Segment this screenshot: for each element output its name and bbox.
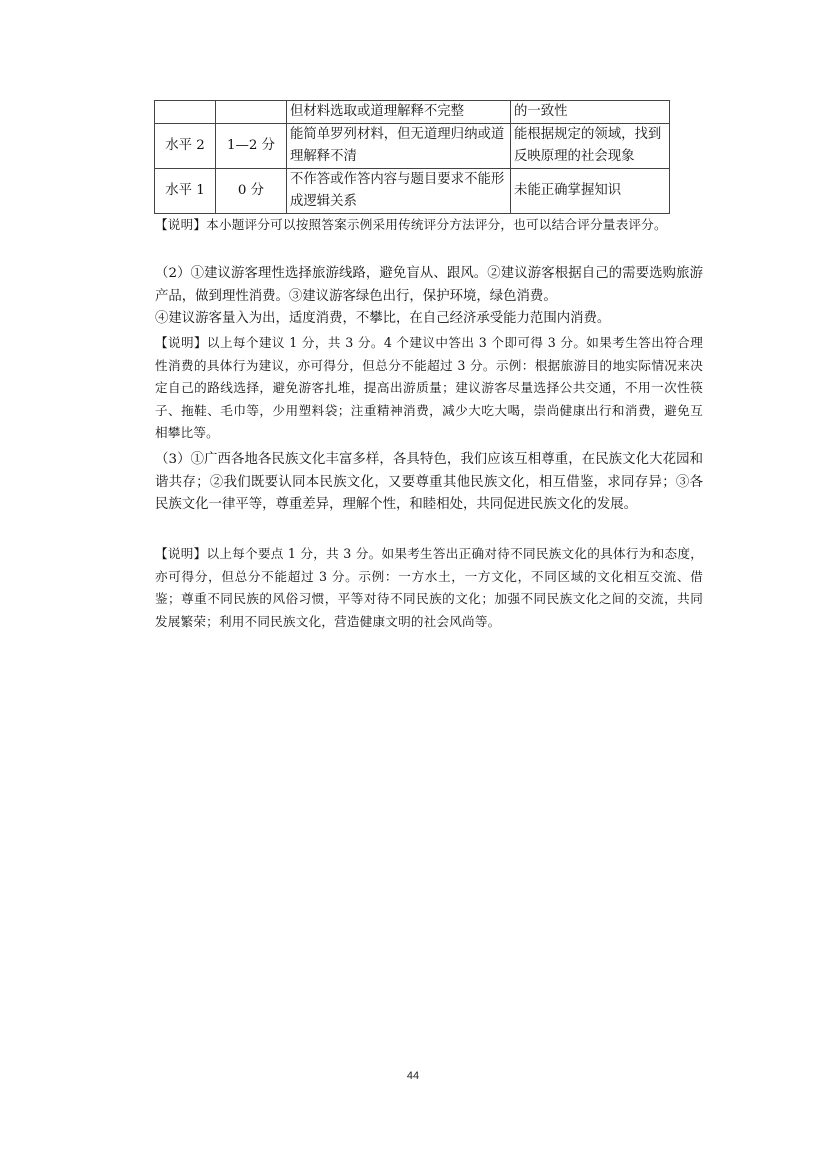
scoring-note-1: 【说明】本小题评分可以按照答案示例采用传统评分方法评分，也可以结合评分量表评分。 [155,217,667,232]
table-row [155,101,670,124]
table-cell [216,101,287,124]
answer-3-paragraph: （3）①广西各地各民族文化丰富多样，各具特色，我们应该互相尊重，在民族文化大花园和谐共存；②我们既要认同本民族文化，又要尊重其他民族文化，相互借鉴，求同存异；③各民族文化一律平等，尊重差异，理解个性，和睦相处，共同促进民族文化的发展。 [155,452,703,512]
answer-2-paragraph [155,263,703,331]
score-cell: 0 分 [216,169,287,214]
scoring-note-2: 【说明】以上每个建议 1 分，共 3 分。4 个建议中答出 3 个即可得 3 分。如果考生答出符合理性消费的具体行为建议，亦可得分，但总分不能超过 3 分。示例：根据旅游目的地实际情况来决定自己的路线选择，避免游客扎堆，提高出游质量；建议游客尽量选择公共交通，不用一次性筷子、拖鞋、毛巾等，少用塑料袋；注重精神消费，减少大吃大喝，崇尚健康出行和消费，避免互相攀比等。 [155,335,703,440]
page-number: 44 [406,1070,420,1082]
scoring-rubric-table [154,100,670,214]
table-cell [155,101,216,124]
table-cell: 能简单罗列材料，但无道理归纳或道理解释不清 [287,124,511,169]
table-cell: 的一致性 [511,101,670,124]
table-row [155,124,670,169]
answer-2-line-2: ④建议游客量入为出，适度消费，不攀比，在自己经济承受能力范围内消费。 [155,311,611,326]
answer-2-line-1: （2）①建议游客理性选择旅游线路，避免盲从、跟风。②建议游客根据自己的需要选购旅游产品，做到理性消费。③建议游客绿色出行，保护环境，绿色消费。 [155,266,703,304]
level-cell: 水平 2 [155,124,216,169]
table-cell: 但材料选取或道理解释不完整 [287,101,511,124]
table-cell: 未能正确掌握知识 [511,169,670,214]
table-cell: 不作答或作答内容与题目要求不能形成逻辑关系 [287,169,511,214]
level-cell: 水平 1 [155,169,216,214]
scoring-note-3: 【说明】以上每个要点 1 分，共 3 分。如果考生答出正确对待不同民族文化的具体行为和态度，亦可得分，但总分不能超过 3 分。示例：一方水土，一方文化，不同区域的文化相互交流、借鉴；尊重不同民族的风俗习惯，平等对待不同民族的文化；加强不同民族文化之间的交流，共同发展繁荣；利用不同民族文化，营造健康文明的社会风尚等。 [155,546,703,629]
table-row [155,169,670,214]
table-cell: 能根据规定的领域，找到反映原理的社会现象 [511,124,670,169]
score-cell: 1—2 分 [216,124,287,169]
